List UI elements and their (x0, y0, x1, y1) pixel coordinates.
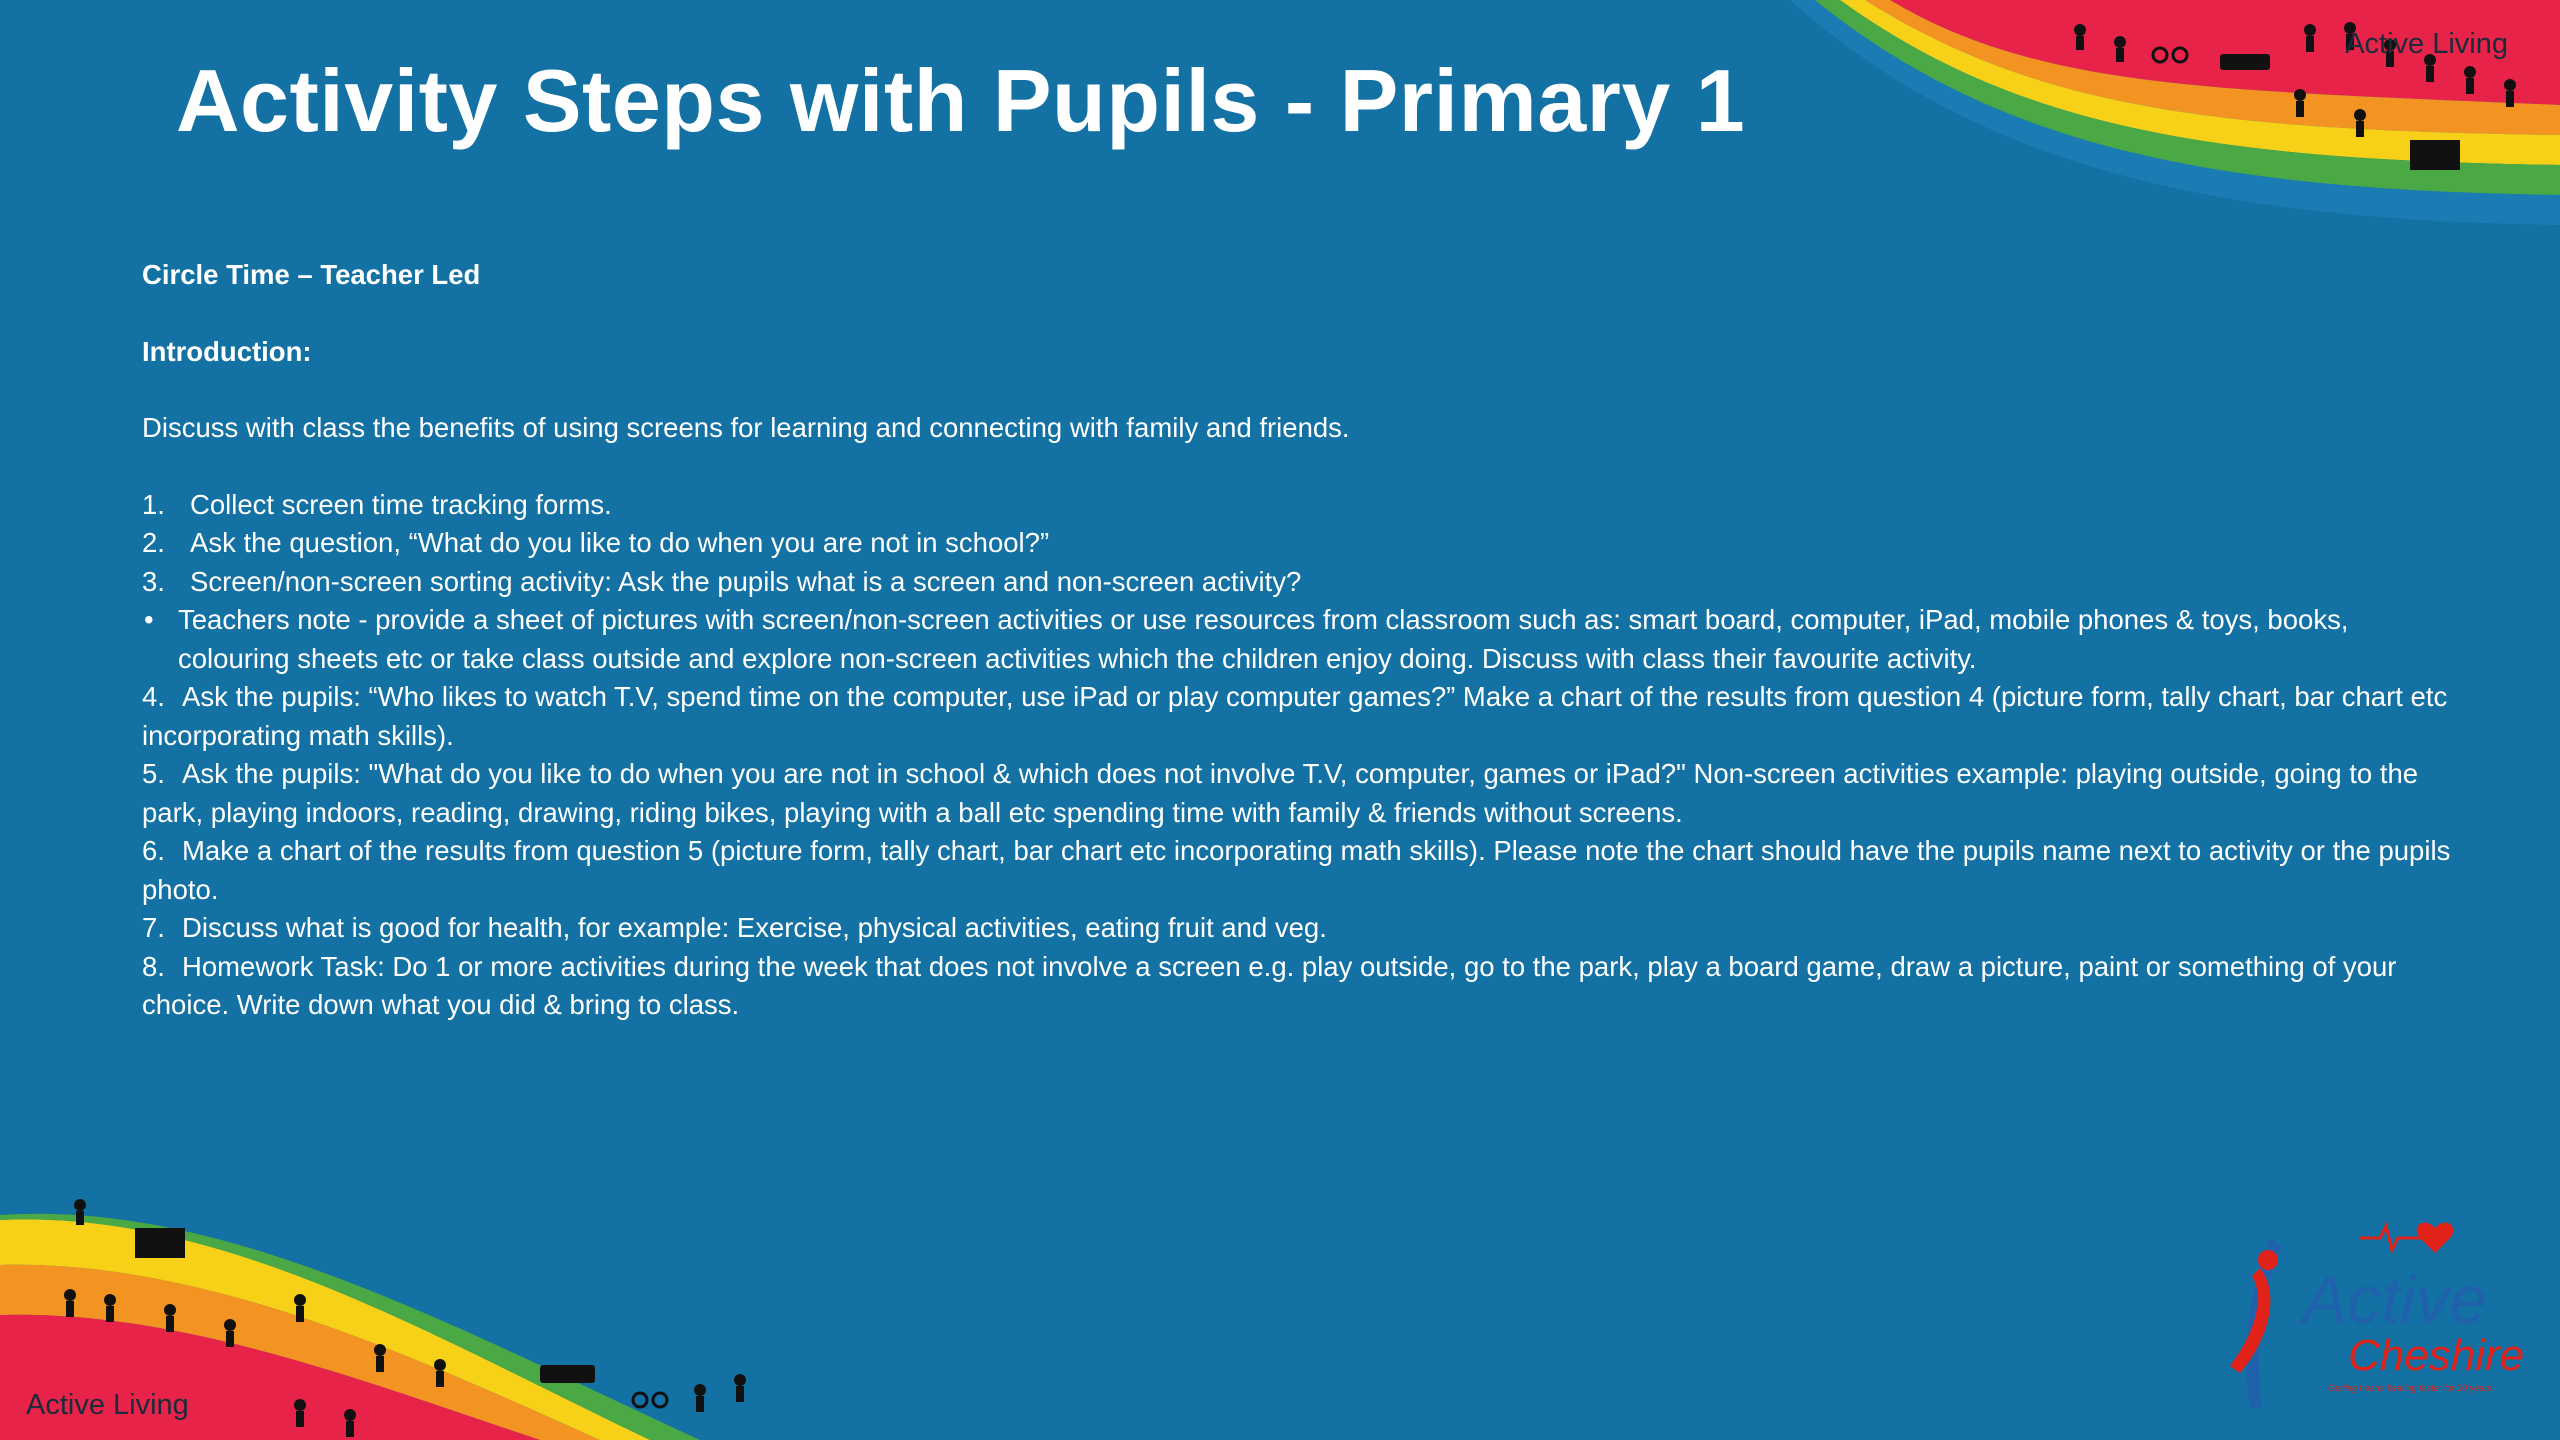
list-item (142, 948, 2462, 1025)
brand-label-top: Active Living (2345, 28, 2508, 60)
list-item-text: Ask the question, “What do you like to do when you are not in school?” (190, 527, 1050, 558)
list-item-marker: 2. (142, 527, 165, 558)
list-item-marker: 6. (142, 835, 165, 866)
steps-list (142, 486, 2462, 1025)
logo-line1: Active (2302, 1262, 2488, 1338)
list-item-text: Make a chart of the results from question 5 (picture form, tally chart, bar chart etc incorporating math skills). Please note the chart should have the pupils name next to activity or the pupils photo. (142, 835, 2451, 905)
list-item (142, 678, 2462, 755)
list-item-text: Collect screen time tracking forms. (190, 488, 612, 520)
slide-title: Activity Steps with Pupils - Primary 1 (176, 51, 1746, 150)
list-item-marker: 4. (142, 681, 165, 712)
intro-heading: Introduction: (142, 335, 312, 367)
brand-label-bottom: Active Living (26, 1389, 189, 1421)
slide-content (142, 256, 2462, 1025)
list-item (142, 563, 2462, 602)
list-item-marker: 7. (142, 912, 165, 943)
intro-text: Discuss with class the benefits of using screens for learning and connecting with family and friends. (142, 412, 1350, 443)
list-item-text: Discuss what is good for health, for example: Exercise, physical activities, eating fruit and veg. (182, 912, 1327, 943)
list-item-text: Screen/non-screen sorting activity: Ask the pupils what is a screen and non-screen activity? (190, 565, 1302, 597)
list-item-marker: 8. (142, 950, 165, 982)
list-item-marker: 1. (142, 488, 165, 520)
list-item-marker: 5. (142, 758, 165, 789)
list-item-text: Teachers note - provide a sheet of pictures with screen/non-screen activities or use resources from classroom such as: smart board, computer, iPad, mobile phones & toys, books, colouring sheets etc or take class outside and explore non-screen activities which the children enjoy doing. Discuss with class their favourite activity. (178, 604, 2349, 674)
list-item-marker: 3. (142, 565, 165, 597)
list-item (142, 755, 2462, 832)
list-item (142, 524, 2462, 563)
logo-line2: Cheshire (2348, 1331, 2525, 1380)
list-item (142, 486, 2462, 525)
list-item (142, 601, 2462, 678)
list-item (142, 909, 2462, 948)
list-item (142, 832, 2462, 909)
section-title: Circle Time – Teacher Led (142, 259, 481, 290)
list-item-text: Ask the pupils: "What do you like to do when you are not in school & which does not involve T.V, computer, games or iPad?" Non-screen activities example: playing outside, going to the park, playing indoors, reading, drawing, riding bikes, playing with a ball etc spending time with family & friends without screens. (142, 758, 2419, 828)
list-item-text: Homework Task: Do 1 or more activities during the week that does not involve a screen e.g. play outside, go to the park, play a board game, draw a picture, paint or something of your choice. Write down what you did & bring to class. (142, 950, 2397, 1020)
list-item-text: Ask the pupils: “Who likes to watch T.V, spend time on the computer, use iPad or play computer games?” Make a chart of the results from question 4 (picture form, tally chart, bar chart etc incorporating math skills). (142, 681, 2448, 751)
active-cheshire-logo (2210, 1198, 2540, 1428)
logo-tagline: Getting hearts beating faster for 30 years (2328, 1383, 2492, 1393)
list-item-marker: • (144, 604, 154, 635)
